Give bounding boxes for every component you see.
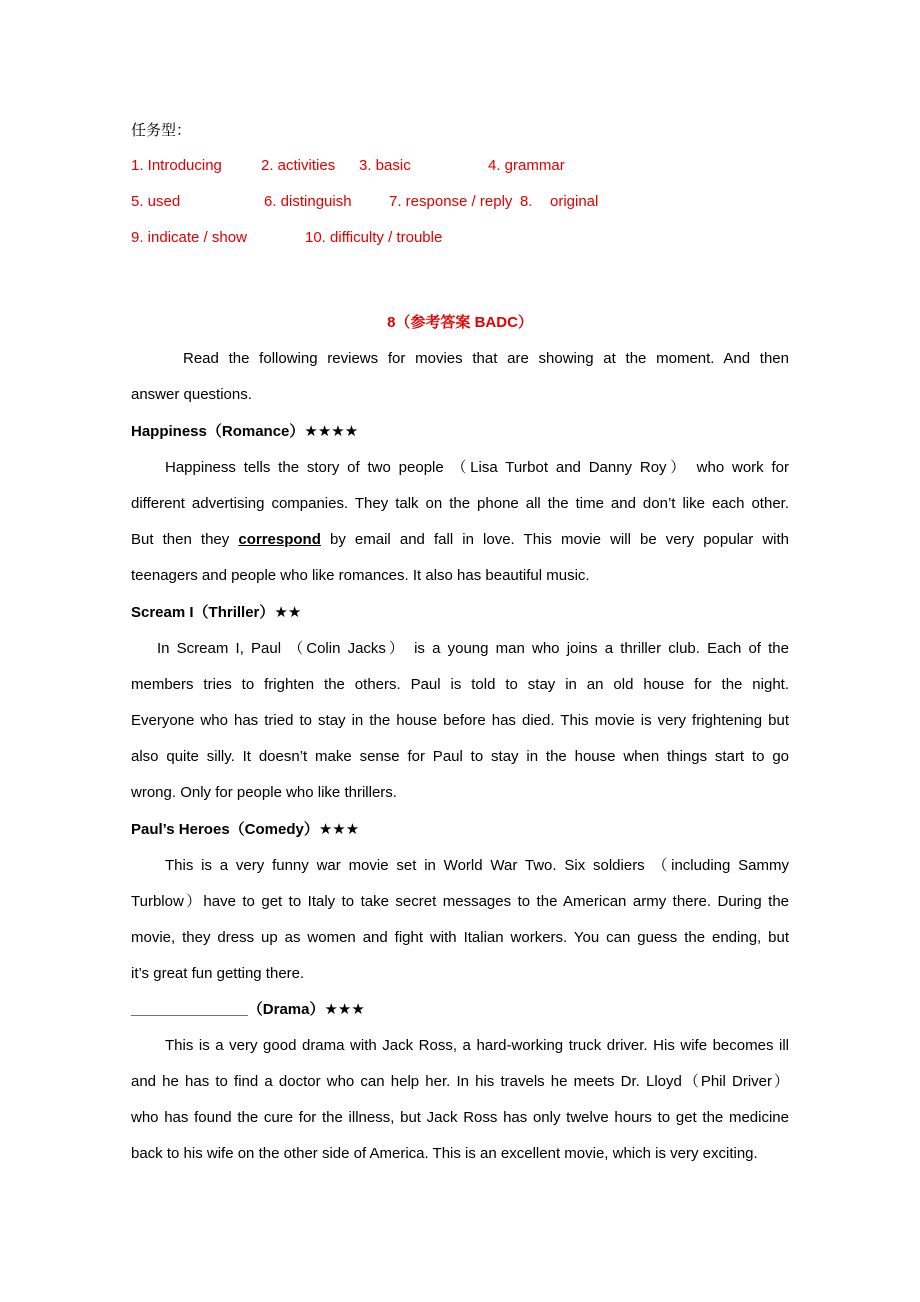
answer-4: 4. grammar — [488, 157, 565, 174]
intro-line-1: Read the following reviews for movies that are showing at the moment. And then — [183, 350, 789, 367]
review-line: teenagers and people who like romances. It also has beautiful music. — [131, 567, 590, 584]
review-line: members tries to frighten the others. Paul is told to stay in an old house for the night. — [131, 676, 789, 693]
review-line: it’s great fun getting there. — [131, 965, 305, 982]
review-line: Turblow）have to get to Italy to take secret messages to the American army there. During the — [131, 893, 789, 910]
review-line: back to his wife on the other side of America. This is an excellent movie, which is very exciting. — [131, 1145, 758, 1162]
review-heading-scream: Scream I（Thriller）★★ — [131, 604, 302, 621]
review-heading-pauls-heroes: Paul’s Heroes（Comedy）★★★ — [131, 821, 360, 838]
review-heading-drama: ______________（Drama）★★★ — [131, 1001, 365, 1018]
review-line-with-keyword — [131, 522, 789, 558]
review-body-pauls-heroes — [131, 848, 789, 992]
review-line: who has found the cure for the illness, but Jack Ross has only twelve hours to get the medicine — [131, 1109, 789, 1126]
intro-paragraph — [131, 341, 789, 413]
task-label: 任务型： — [131, 121, 192, 139]
intro-line-2: answer questions. — [131, 386, 252, 403]
answer-3: 3. basic — [359, 157, 411, 174]
answer-10: 10. difficulty / trouble — [305, 229, 443, 246]
review-body-happiness — [131, 450, 789, 594]
review-body-scream — [131, 631, 789, 811]
review-line: This is a very good drama with Jack Ross, a hard-working truck driver. His wife becomes ill — [165, 1037, 789, 1054]
review-line: This is a very funny war movie set in World War Two. Six soldiers （including Sammy — [165, 857, 789, 874]
review-line: also quite silly. It doesn’t make sense for Paul to stay in the house when things start to go — [131, 748, 789, 765]
review-line: Happiness tells the story of two people （Lisa Turbot and Danny Roy） who work for — [165, 459, 789, 476]
keyword-correspond: correspond — [238, 531, 321, 548]
answer-2: 2. activities — [261, 157, 336, 174]
answer-8: original — [550, 193, 599, 210]
answer-5: 5. used — [131, 193, 181, 210]
review-text: But then they — [131, 531, 230, 548]
answer-6: 6. distinguish — [264, 193, 352, 210]
answer-1: 1. Introducing — [131, 157, 222, 174]
review-line: Everyone who has tried to stay in the house before has died. This movie is very frightening but — [131, 712, 789, 729]
review-line: movie, they dress up as women and fight with Italian workers. You can guess the ending, but — [131, 929, 789, 946]
review-body-drama — [131, 1028, 789, 1172]
review-line: wrong. Only for people who like thrillers. — [131, 784, 397, 801]
answer-8-number: 8. — [520, 193, 533, 210]
review-heading-happiness: Happiness（Romance）★★★★ — [131, 423, 359, 440]
review-text: by email and fall in love. This movie will be very popular with — [329, 531, 790, 548]
review-line: different advertising companies. They talk on the phone all the time and don’t like each other. — [131, 495, 789, 512]
answer-9: 9. indicate / show — [131, 229, 247, 246]
review-line: and he has to find a doctor who can help her. In his travels he meets Dr. Lloyd（Phil Driver） — [131, 1073, 789, 1090]
review-line: In Scream I, Paul （Colin Jacks） is a young man who joins a thriller club. Each of the — [157, 640, 789, 657]
answer-7: 7. response / reply — [389, 193, 513, 210]
section-title: 8（参考答案 BADC） — [387, 314, 533, 331]
